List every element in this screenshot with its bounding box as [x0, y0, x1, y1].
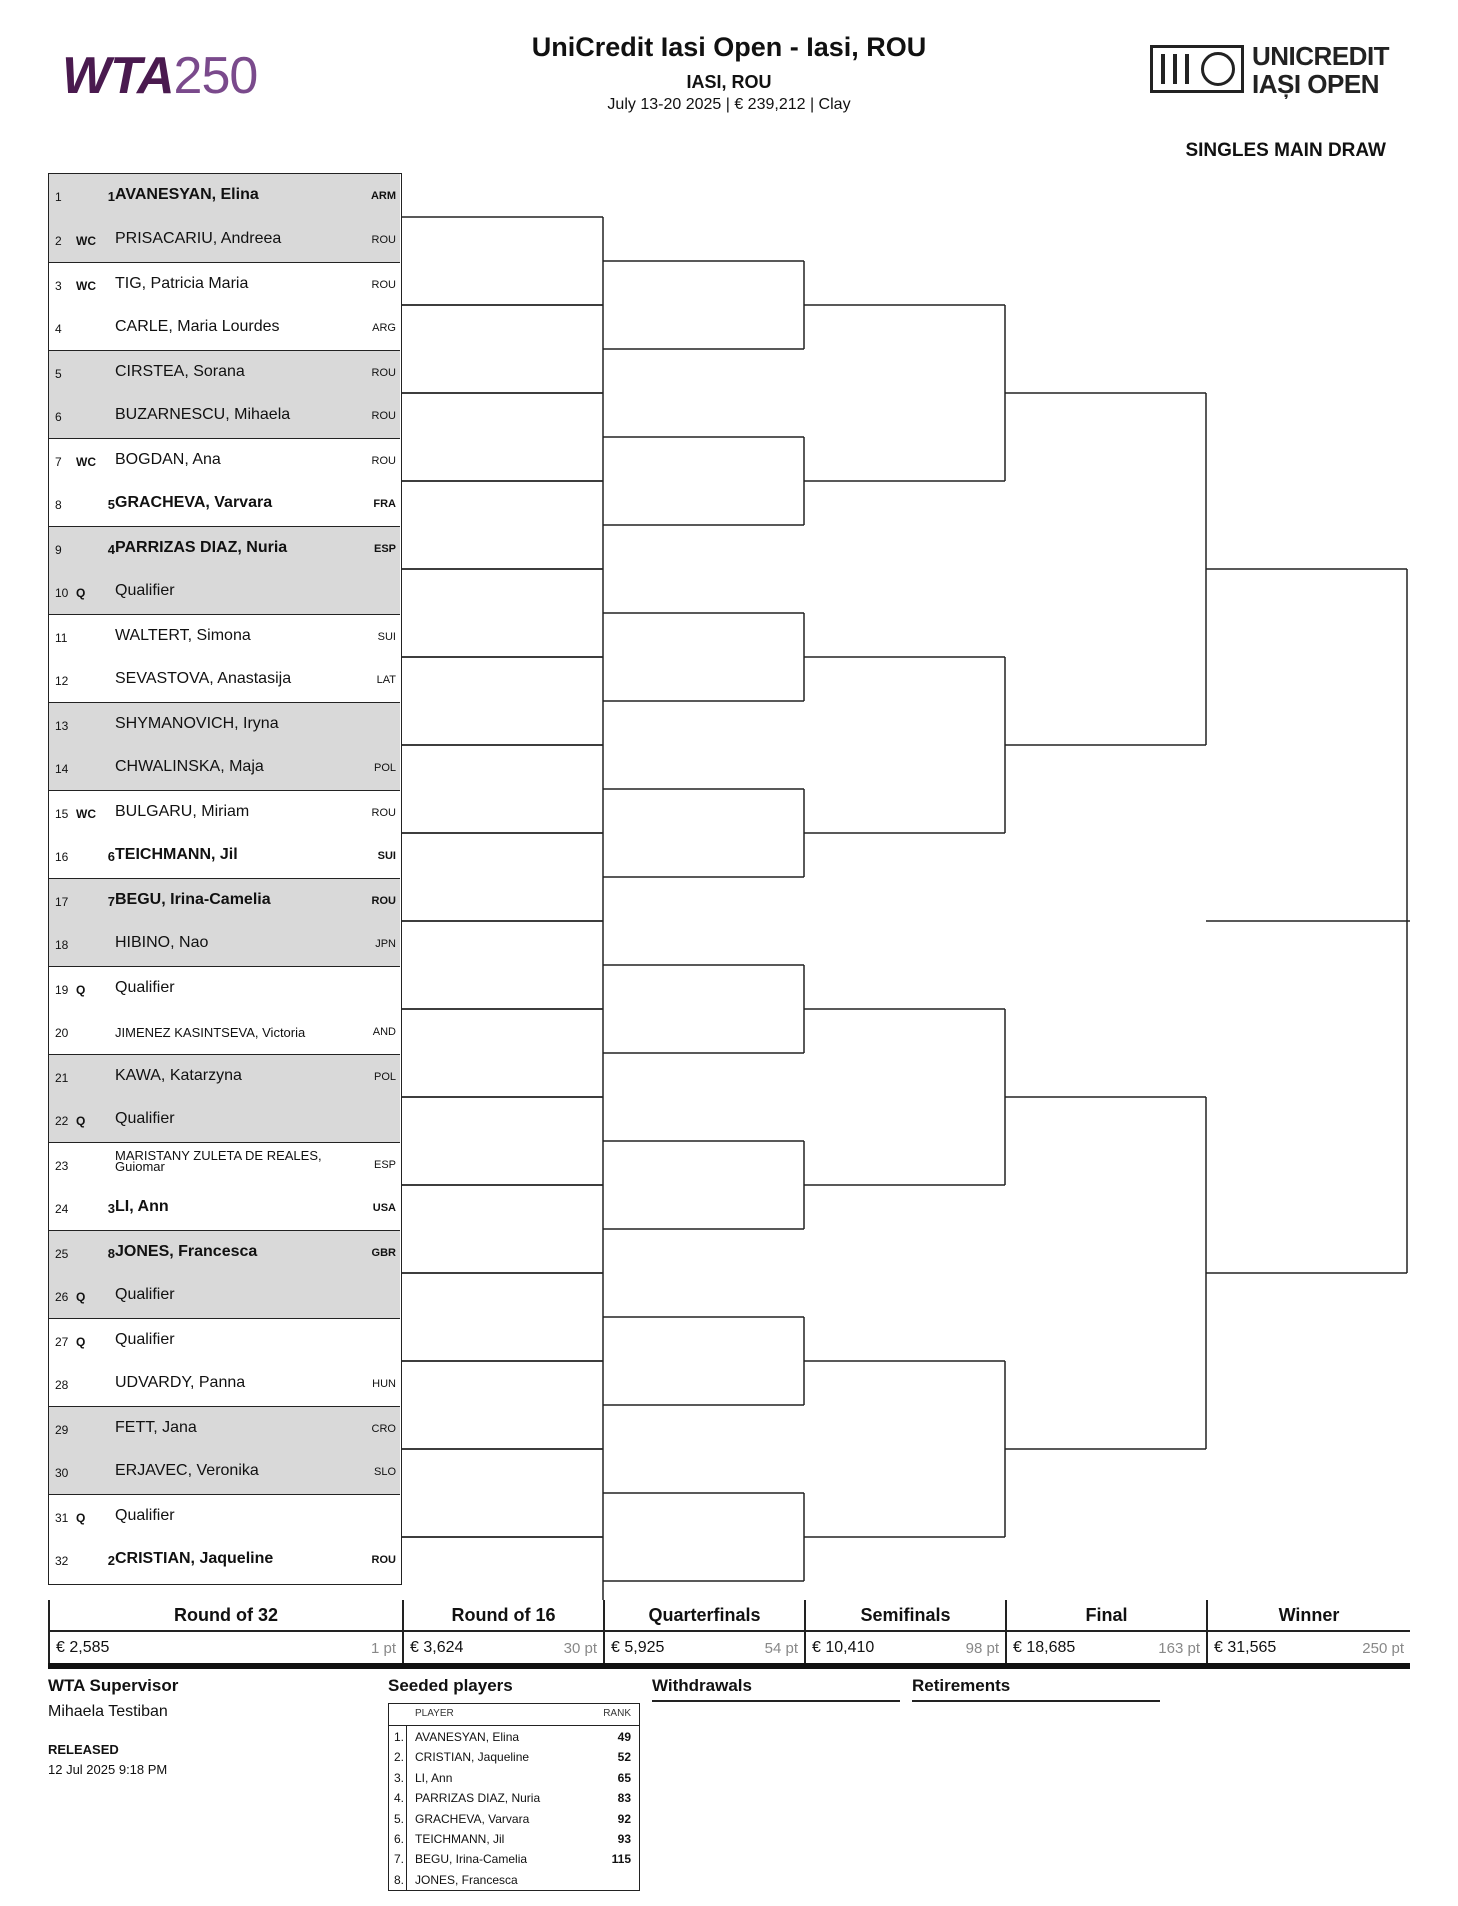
tournament-details: July 13-20 2025 | € 239,212 | Clay	[607, 96, 851, 113]
draw-position: 7	[55, 455, 62, 469]
player-nationality: ROU	[371, 807, 396, 819]
draw-title: SINGLES MAIN DRAW	[1185, 140, 1386, 161]
seed-player-rank: 83	[617, 1791, 631, 1806]
prize-money: € 31,565	[1214, 1639, 1277, 1656]
player-name: GRACHEVA, Varvara	[115, 494, 273, 511]
player-nationality: CRO	[371, 1423, 396, 1435]
player-name: HIBINO, Nao	[115, 934, 209, 951]
draw-position: 5	[55, 367, 62, 381]
seed-number: 7	[107, 894, 115, 909]
entry-status: Q	[76, 586, 86, 600]
seed-row	[389, 1829, 639, 1849]
player-name: LI, Ann	[115, 1198, 169, 1215]
seeded-players-table	[388, 1703, 640, 1891]
draw-position: 17	[55, 895, 69, 909]
entry-status: WC	[76, 279, 96, 293]
wta-logo-text: WTA	[62, 47, 174, 105]
sponsor-line-1: UNICREDIT	[1252, 41, 1390, 71]
round-name: Semifinals	[804, 1600, 1005, 1630]
entry-status: Q	[76, 983, 86, 997]
entry-status: Q	[76, 1114, 86, 1128]
seed-player-name: PARRIZAS DIAZ, Nuria	[415, 1791, 541, 1806]
draw-position: 14	[55, 762, 69, 776]
supervisor-heading: WTA Supervisor	[48, 1676, 179, 1695]
withdrawals-heading: Withdrawals	[652, 1676, 900, 1702]
player-nationality: SUI	[377, 850, 396, 862]
player-name: BEGU, Irina-Camelia	[115, 891, 271, 908]
draw-position: 13	[55, 719, 69, 733]
released-date: 12 Jul 2025 9:18 PM	[48, 1762, 168, 1777]
seed-row	[389, 1870, 639, 1890]
seeded-col-rank: RANK	[603, 1708, 631, 1719]
seed-number: 2	[107, 1553, 115, 1568]
draw-position: 12	[55, 674, 69, 688]
player-name: BUZARNESCU, Mihaela	[115, 406, 291, 423]
seed-player-rank: 93	[617, 1832, 631, 1846]
released-label: RELEASED	[48, 1742, 119, 1757]
seeded-players-heading: Seeded players	[388, 1676, 513, 1695]
player-name: PRISACARIU, Andreea	[115, 230, 282, 247]
player-name: Qualifier	[115, 1286, 175, 1303]
seed-player-rank: 52	[617, 1750, 631, 1765]
draw-position: 6	[55, 410, 62, 424]
player-name: Qualifier	[115, 979, 175, 996]
prize-money: € 10,410	[812, 1639, 875, 1656]
round-prize-cell	[402, 1630, 603, 1664]
seed-row	[389, 1809, 639, 1829]
draw-position: 11	[55, 631, 68, 645]
retirements-heading: Retirements	[912, 1676, 1160, 1702]
player-name: Qualifier	[115, 582, 175, 599]
seed-row	[389, 1747, 639, 1767]
seed-player-rank: 115	[611, 1852, 631, 1867]
player-name: SHYMANOVICH, Iryna	[115, 715, 279, 732]
seed-player-rank: 92	[617, 1811, 631, 1826]
draw-position: 23	[55, 1159, 69, 1173]
player-nationality: ARG	[372, 322, 396, 334]
prize-money: € 3,624	[410, 1639, 464, 1656]
seed-player-name: LI, Ann	[415, 1770, 453, 1785]
draw-position: 28	[55, 1378, 69, 1392]
player-nationality: HUN	[372, 1378, 396, 1390]
player-nationality: POL	[373, 762, 396, 774]
player-name: TIG, Patricia Maria	[115, 275, 249, 292]
player-nationality: JPN	[375, 938, 396, 950]
draw-position: 10	[55, 586, 69, 600]
player-nationality: LAT	[376, 674, 396, 686]
draw-position: 20	[55, 1026, 69, 1040]
player-name: ERJAVEC, Veronika	[115, 1462, 259, 1479]
round-name: Winner	[1206, 1600, 1410, 1630]
round-prize-cell	[804, 1630, 1005, 1664]
player-name: AVANESYAN, Elina	[115, 186, 259, 203]
seed-number: 6	[107, 849, 115, 864]
seed-index: 2.	[394, 1750, 405, 1765]
player-name: PARRIZAS DIAZ, Nuria	[115, 539, 288, 556]
seed-player-name: TEICHMANN, Jil	[415, 1832, 505, 1846]
player-nationality: ROU	[371, 895, 396, 907]
draw-position: 22	[55, 1114, 69, 1128]
seed-player-rank: 49	[617, 1730, 631, 1744]
player-nationality: AND	[372, 1026, 396, 1038]
draw-position: 18	[55, 938, 69, 952]
player-name: BOGDAN, Ana	[115, 451, 221, 468]
seed-index: 7.	[394, 1852, 405, 1867]
player-nationality: FRA	[373, 498, 396, 510]
player-name: CARLE, Maria Lourdes	[115, 318, 280, 335]
seed-player-name: AVANESYAN, Elina	[415, 1730, 520, 1744]
prize-money: € 5,925	[611, 1639, 665, 1656]
seed-index: 5.	[394, 1811, 405, 1826]
entry-status: Q	[76, 1290, 86, 1304]
seed-player-rank: 65	[617, 1770, 631, 1785]
seed-number: 5	[107, 497, 115, 512]
draw-position: 30	[55, 1466, 69, 1480]
ranking-points: 98 pt	[965, 1640, 999, 1657]
seed-player-name: CRISTIAN, Jaqueline	[415, 1750, 530, 1765]
draw-position: 19	[55, 983, 69, 997]
player-name: CIRSTEA, Sorana	[115, 363, 245, 380]
seed-player-name: JONES, Francesca	[415, 1872, 518, 1887]
ranking-points: 30 pt	[563, 1640, 597, 1657]
draw-position: 1	[55, 190, 62, 204]
draw-position: 15	[55, 807, 69, 821]
round-name: Round of 32	[48, 1600, 402, 1630]
seed-number: 1	[107, 189, 115, 204]
player-nationality: ROU	[371, 410, 396, 422]
player-name: JONES, Francesca	[115, 1243, 258, 1260]
entry-status: Q	[76, 1511, 86, 1525]
draw-position: 9	[55, 543, 62, 557]
player-name: MARISTANY ZULETA DE REALES, Guiomar	[115, 1148, 322, 1174]
player-name: BULGARU, Miriam	[115, 803, 250, 820]
round-name: Round of 16	[402, 1600, 603, 1630]
draw-position: 26	[55, 1290, 69, 1304]
seed-row	[389, 1768, 639, 1788]
seed-index: 1.	[394, 1730, 405, 1744]
divider	[48, 1663, 1410, 1669]
draw-position: 4	[55, 322, 62, 336]
seed-number: 4	[107, 542, 115, 557]
round-name: Final	[1005, 1600, 1206, 1630]
seed-player-name: GRACHEVA, Varvara	[415, 1811, 530, 1826]
seed-index: 4.	[394, 1791, 405, 1806]
prize-money: € 2,585	[56, 1639, 110, 1656]
tournament-city: IASI, ROU	[686, 72, 772, 92]
player-nationality: GBR	[371, 1247, 396, 1259]
player-nationality: ROU	[371, 234, 396, 246]
round-prize-cell	[48, 1630, 402, 1664]
ranking-points: 1 pt	[370, 1640, 396, 1657]
player-nationality: SUI	[377, 631, 396, 643]
seed-player-name: BEGU, Irina-Camelia	[415, 1852, 528, 1867]
draw-position: 27	[55, 1335, 69, 1349]
seed-row	[389, 1788, 639, 1808]
player-name: WALTERT, Simona	[115, 627, 251, 644]
entry-status: WC	[76, 455, 96, 469]
supervisor-name: Mihaela Testiban	[48, 1703, 168, 1720]
draw-position: 3	[55, 279, 62, 293]
seed-number: 8	[107, 1246, 115, 1261]
seed-number: 3	[107, 1201, 115, 1216]
player-name: Qualifier	[115, 1110, 175, 1127]
draw-position: 16	[55, 850, 69, 864]
player-name: JIMENEZ KASINTSEVA, Victoria	[115, 1025, 306, 1040]
seed-index: 3.	[394, 1770, 405, 1785]
player-nationality: ROU	[371, 279, 396, 291]
tournament-title: UniCredit Iasi Open - Iasi, ROU	[531, 32, 927, 62]
sponsor-line-2: IAȘI OPEN	[1252, 69, 1379, 99]
round-prize-cell	[603, 1630, 804, 1664]
round-prize-cell	[1206, 1630, 1410, 1664]
player-nationality: ESP	[373, 1159, 396, 1171]
player-nationality: SLO	[373, 1466, 396, 1478]
draw-position: 25	[55, 1247, 69, 1261]
draw-position: 32	[55, 1554, 69, 1568]
player-nationality: POL	[373, 1071, 396, 1083]
player-nationality: ROU	[371, 367, 396, 379]
prize-money: € 18,685	[1013, 1639, 1076, 1656]
player-name: CRISTIAN, Jaqueline	[115, 1550, 274, 1567]
player-nationality: ROU	[371, 455, 396, 467]
player-nationality: USA	[372, 1202, 396, 1214]
player-nationality: ARM	[370, 190, 396, 202]
ranking-points: 163 pt	[1158, 1640, 1200, 1657]
entry-status: Q	[76, 1335, 86, 1349]
player-name: Qualifier	[115, 1331, 175, 1348]
seed-index: 8.	[394, 1872, 405, 1887]
entry-status: WC	[76, 234, 96, 248]
player-name: CHWALINSKA, Maja	[115, 758, 264, 775]
player-name: SEVASTOVA, Anastasija	[115, 670, 292, 687]
round-prize-cell	[1005, 1630, 1206, 1664]
player-nationality: ESP	[373, 543, 396, 555]
player-name: FETT, Jana	[115, 1419, 197, 1436]
ranking-points: 54 pt	[764, 1640, 798, 1657]
wta-tier-text: 250	[173, 47, 258, 105]
ranking-points: 250 pt	[1362, 1640, 1404, 1657]
player-nationality: ROU	[371, 1554, 396, 1566]
player-name: Qualifier	[115, 1507, 175, 1524]
draw-position: 29	[55, 1423, 69, 1437]
entry-status: WC	[76, 807, 96, 821]
draw-position: 8	[55, 498, 62, 512]
seed-index: 6.	[394, 1832, 405, 1846]
draw-position: 2	[55, 234, 62, 248]
seed-row	[389, 1849, 639, 1869]
seeded-col-player: PLAYER	[415, 1708, 454, 1719]
player-name: TEICHMANN, Jil	[115, 846, 238, 863]
seed-row	[389, 1727, 639, 1747]
round-name: Quarterfinals	[603, 1600, 804, 1630]
player-name: UDVARDY, Panna	[115, 1374, 246, 1391]
draw-position: 24	[55, 1202, 69, 1216]
draw-position: 21	[55, 1071, 69, 1085]
player-name: KAWA, Katarzyna	[115, 1067, 242, 1084]
draw-position: 31	[55, 1511, 69, 1525]
